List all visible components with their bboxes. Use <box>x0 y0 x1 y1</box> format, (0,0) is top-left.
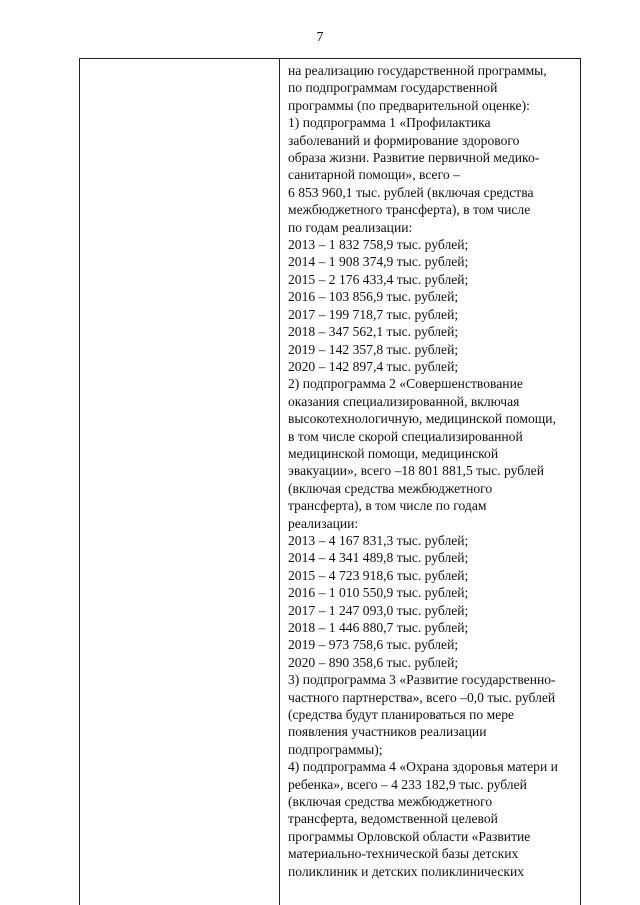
text-line: частного партнерства», всего –0,0 тыс. рублей <box>288 689 556 705</box>
text-line: 2019 – 973 758,6 тыс. рублей; <box>288 637 459 653</box>
text-line: 2016 – 1 010 550,9 тыс. рублей; <box>288 585 469 601</box>
text-line: подпрограммы); <box>288 741 383 757</box>
text-line: 2017 – 1 247 093,0 тыс. рублей; <box>288 602 469 618</box>
left-column-cell <box>80 59 280 905</box>
text-line: медицинской помощи, медицинской <box>288 445 499 461</box>
text-line: реализации: <box>288 515 359 531</box>
text-line: 2014 – 4 341 489,8 тыс. рублей; <box>288 550 469 566</box>
text-line: межбюджетного трансферта), в том числе <box>288 202 531 218</box>
text-line: 2015 – 4 723 918,6 тыс. рублей; <box>288 567 469 583</box>
text-line: 2013 – 4 167 831,3 тыс. рублей; <box>288 532 469 548</box>
text-line: образа жизни. Развитие первичной медико- <box>288 150 540 166</box>
text-line: появления участников реализации <box>288 724 487 740</box>
text-line: ребенка», всего – 4 233 182,9 тыс. рублей <box>288 776 527 792</box>
text-line: 2) подпрограмма 2 «Совершенствование <box>288 376 523 392</box>
text-line: высокотехнологичную, медицинской помощи, <box>288 411 556 427</box>
text-line: 2018 – 347 562,1 тыс. рублей; <box>288 324 459 340</box>
text-line: 2019 – 142 357,8 тыс. рублей; <box>288 341 459 357</box>
text-line: поликлиник и детских поликлинических <box>288 863 525 879</box>
text-line: заболеваний и формирование здорового <box>288 132 520 148</box>
text-line: на реализацию государственной программы, <box>288 63 547 78</box>
text-line: эвакуации», всего –18 801 881,5 тыс. рублей <box>288 463 544 479</box>
text-line: санитарной помощи», всего – <box>288 167 460 183</box>
text-line: 2016 – 103 856,9 тыс. рублей; <box>288 289 459 305</box>
text-line: оказания специализированной, включая <box>288 393 520 409</box>
text-line: 2018 – 1 446 880,7 тыс. рублей; <box>288 620 469 635</box>
text-line: программы Орловской области «Развитие <box>288 828 531 844</box>
text-line: 2017 – 199 718,7 тыс. рублей; <box>288 306 459 322</box>
text-line: в том числе скорой специализированной <box>288 428 523 444</box>
text-line: 2014 – 1 908 374,9 тыс. рублей; <box>288 254 469 270</box>
text-line: по подпрограммам государственной <box>288 80 498 96</box>
text-line: (включая средства межбюджетного <box>288 794 493 810</box>
text-line: (средства будут планироваться по мере <box>288 707 515 723</box>
text-line: 2015 – 2 176 433,4 тыс. рублей; <box>288 271 469 287</box>
right-column-cell <box>280 59 580 905</box>
text-line: 3) подпрограмма 3 «Развитие государственно- <box>288 672 556 688</box>
text-line: трансферта), в том числе по годам <box>288 498 487 514</box>
text-line: 1) подпрограмма 1 «Профилактика <box>288 115 491 131</box>
text-line: материально-технической базы детских <box>288 846 519 862</box>
document-table <box>79 58 581 905</box>
text-line: 2020 – 890 358,6 тыс. рублей; <box>288 654 459 670</box>
text-line: 4) подпрограмма 4 «Охрана здоровья матери и <box>288 759 558 775</box>
text-line: (включая средства межбюджетного <box>288 480 493 496</box>
text-line: по годам реализации: <box>288 219 413 235</box>
text-line: 6 853 960,1 тыс. рублей (включая средства <box>288 184 534 200</box>
text-line: 2013 – 1 832 758,9 тыс. рублей; <box>288 237 469 253</box>
text-line: программы (по предварительной оценке): <box>288 97 530 113</box>
text-line: трансферта, ведомственной целевой <box>288 811 498 827</box>
page-number: 7 <box>316 30 324 45</box>
text-line: 2020 – 142 897,4 тыс. рублей; <box>288 358 459 374</box>
